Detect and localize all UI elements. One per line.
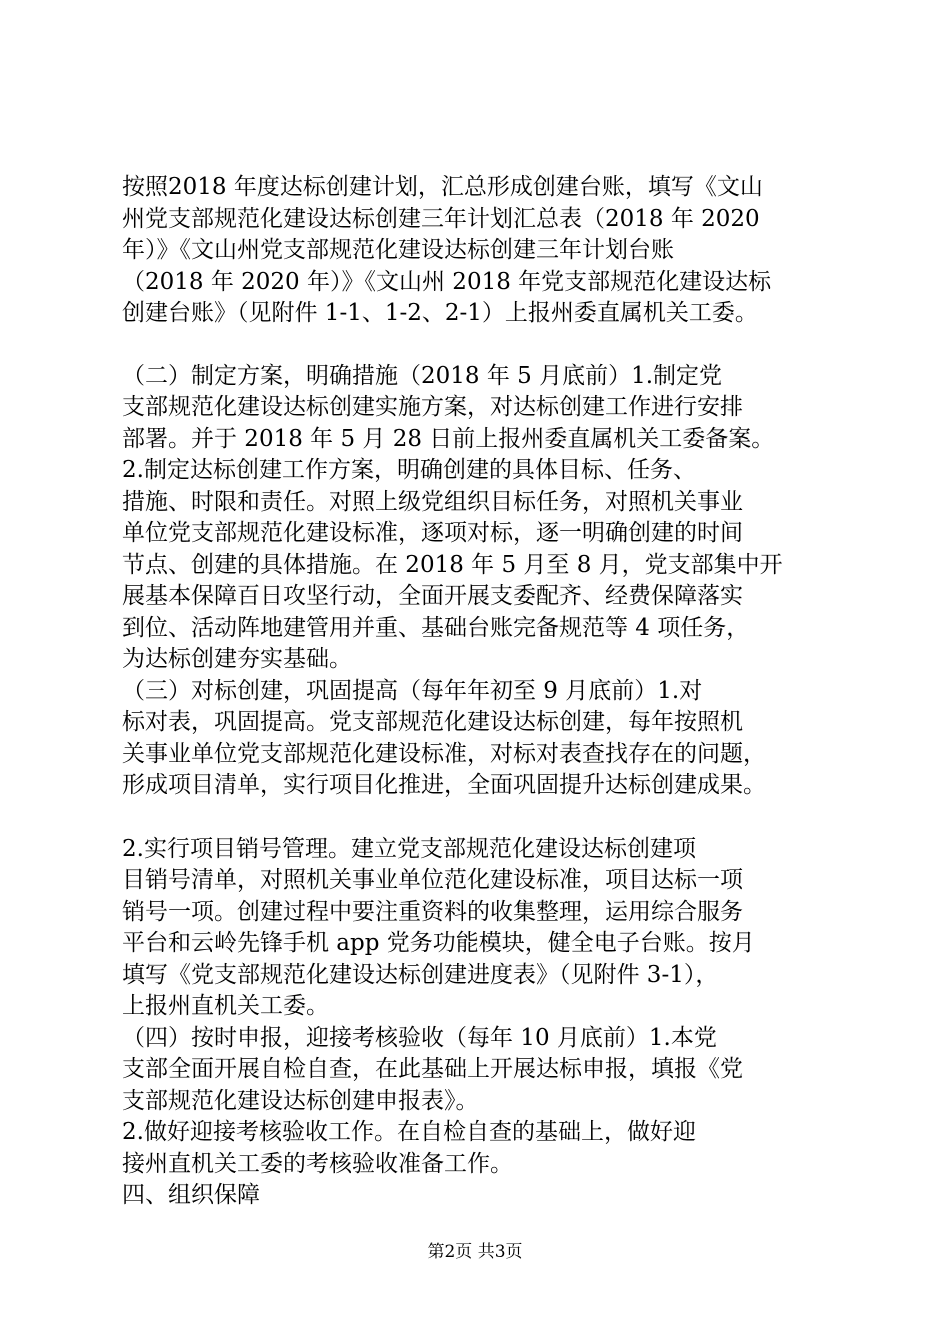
- paragraph-3-text: 2.制定达标创建工作方案，明确创建的具体目标、任务、 措施、时限和责任。对照上级党组织目标任务，对照机关事业 单位党支部规范化建设标准，逐项对标，逐一明确创建的时间 节点、创建的具体措施。在 2018 年 5 月至 8 月，党支部集中开 展基本保障百日攻坚行动，全面开展支委配齐、经费保障落实 到位、活动阵地建管用并重、基础台账完备规范等 4 项任务， 为达标创建夯实基础。: [122, 457, 783, 672]
- paragraph-5: [122, 834, 830, 1023]
- paragraph-2-text: （二）制定方案，明确措施（2018 年 5 月底前）1.制定党 支部规范化建设达标创建实施方案，对达标创建工作进行安排 部署。并于 2018 年 5 月 28 日前上报州委直属机关工委备案。: [122, 362, 775, 452]
- paragraph-3: [122, 455, 830, 676]
- section-heading: [122, 1180, 830, 1212]
- paragraph-7-text: 2.做好迎接考核验收工作。在自检自查的基础上，做好迎 接州直机关工委的考核验收准备工作。: [122, 1119, 696, 1177]
- paragraph-6-text: （四）按时申报，迎接考核验收（每年 10 月底前）1.本党 支部全面开展自检自查，在此基础上开展达标申报，填报《党 支部规范化建设达标创建申报表》。: [122, 1024, 743, 1114]
- section-heading-text: 四、组织保障: [122, 1182, 260, 1208]
- paragraph-6: [122, 1023, 830, 1118]
- paragraph-2: [122, 361, 830, 456]
- paragraph-7: [122, 1117, 830, 1180]
- page-footer: 第2页 共3页: [427, 1242, 523, 1262]
- document-body: [122, 172, 830, 1212]
- paragraph-5-text: 2.实行项目销号管理。建立党支部规范化建设达标创建项 目销号清单，对照机关事业单位范化建设标准，项目达标一项 销号一项。创建过程中要注重资料的收集整理，运用综合服务 平台和云岭先锋手机 app 党务功能模块，健全电子台账。按月 填写《党支部规范化建设达标创建进度表》（见附件 3-1）， 上报州直机关工委。: [122, 835, 755, 1019]
- paragraph-1: [122, 172, 830, 330]
- paragraph-4-text: （三）对标创建，巩固提高（每年年初至 9 月底前）1.对 标对表，巩固提高。党支部规范化建设达标创建，每年按照机 关事业单位党支部规范化建设标准，对标对表查找存在的问题， 形成项目清单，实行项目化推进，全面巩固提升达标创建成果。: [122, 677, 766, 798]
- paragraph-4: [122, 676, 830, 802]
- paragraph-1-text: 按照2018 年度达标创建计划，汇总形成创建台账，填写《文山 州党支部规范化建设达标创建三年计划汇总表（2018 年 2020 年）》《文山州党支部规范化建设达标创建三年计划台账 （2018 年 2020 年）》《文山州 2018 年党支部规范化建设达标 创建台账》（见附件 1-1、1-2、2-1）上报州委直属机关工委。: [122, 174, 772, 326]
